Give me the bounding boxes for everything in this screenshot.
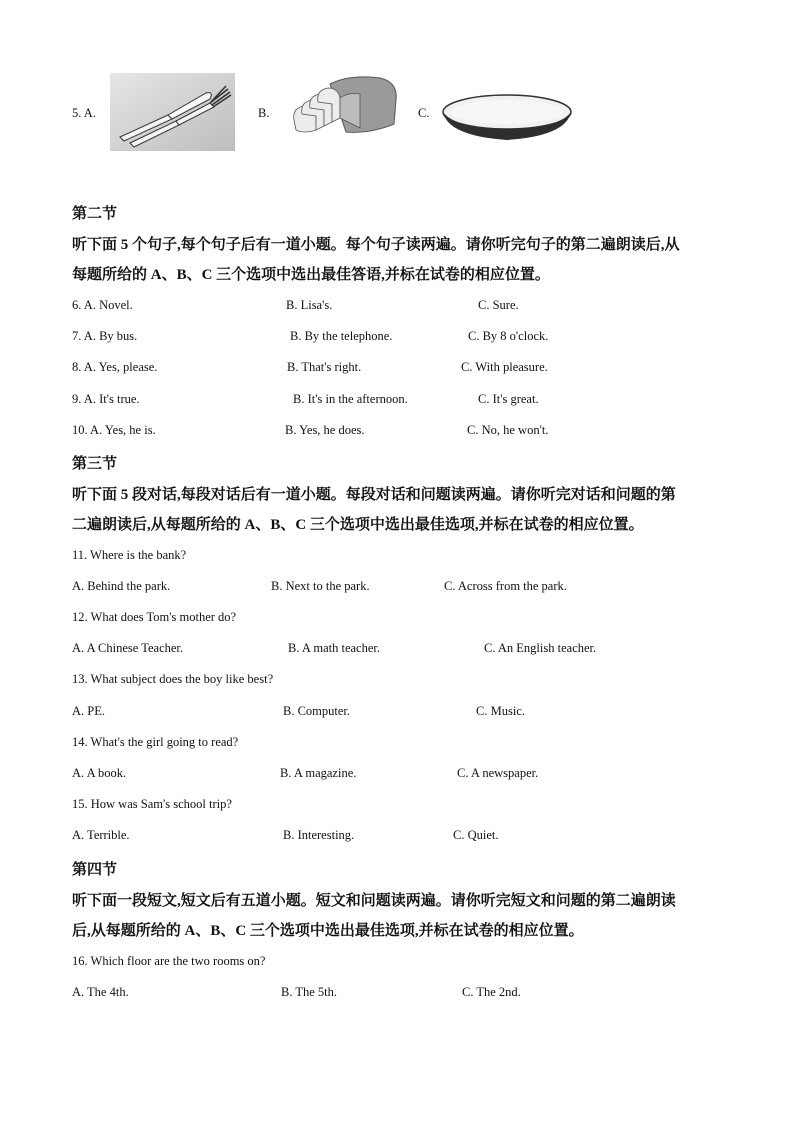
section-4-title: 第四节 (72, 862, 118, 878)
q7-option-c: C. By 8 o'clock. (468, 329, 549, 343)
q5-option-b-label: B. (258, 106, 270, 120)
q11-option-c: C. Across from the park. (444, 579, 567, 593)
q6-option-c: C. Sure. (478, 298, 519, 312)
q12-question: 12. What does Tom's mother do? (72, 610, 237, 624)
plate-image (440, 92, 575, 144)
q16-question: 16. Which floor are the two rooms on? (72, 954, 266, 968)
q7-option-b: B. By the telephone. (290, 329, 393, 343)
q14-option-a: A. A book. (72, 766, 127, 780)
q8-option-c: C. With pleasure. (461, 360, 548, 374)
section-2-title: 第二节 (72, 206, 118, 222)
section-2-instruction-line-1: 听下面 5 个句子,每个句子后有一道小题。每个句子读两遍。请你听完句子的第二遍朗读后,从 (72, 237, 680, 253)
section-2-instruction-line-2: 每题所给的 A、B、C 三个选项中选出最佳答语,并标在试卷的相应位置。 (72, 267, 550, 283)
q6-option-b: B. Lisa's. (286, 298, 333, 312)
q5-option-a-label: 5. A. (72, 106, 96, 120)
q9-option-c: C. It's great. (478, 392, 539, 406)
q11-option-a: A. Behind the park. (72, 579, 171, 593)
q5-option-c-label: C. (418, 106, 430, 120)
section-3-title: 第三节 (72, 456, 118, 472)
knife-and-fork-image (110, 73, 235, 151)
q11-option-b: B. Next to the park. (271, 579, 370, 593)
q7-option-a: 7. A. By bus. (72, 329, 138, 343)
q16-option-c: C. The 2nd. (462, 985, 521, 999)
q11-question: 11. Where is the bank? (72, 548, 187, 562)
section-3-instruction-line-2: 二遍朗读后,从每题所给的 A、B、C 三个选项中选出最佳选项,并标在试卷的相应位置。 (72, 517, 644, 533)
q15-question: 15. How was Sam's school trip? (72, 797, 232, 811)
q10-option-c: C. No, he won't. (467, 423, 549, 437)
q6-option-a: 6. A. Novel. (72, 298, 133, 312)
q14-option-b: B. A magazine. (280, 766, 357, 780)
q12-option-c: C. An English teacher. (484, 641, 597, 655)
q10-option-a: 10. A. Yes, he is. (72, 423, 156, 437)
q8-option-a: 8. A. Yes, please. (72, 360, 158, 374)
q9-option-b: B. It's in the afternoon. (293, 392, 408, 406)
q15-option-b: B. Interesting. (283, 828, 355, 842)
section-4-instruction-line-2: 后,从每题所给的 A、B、C 三个选项中选出最佳选项,并标在试卷的相应位置。 (72, 923, 584, 939)
q13-option-a: A. PE. (72, 704, 105, 718)
q13-question: 13. What subject does the boy like best? (72, 672, 274, 686)
q9-option-a: 9. A. It's true. (72, 392, 140, 406)
sliced-bread-image (290, 72, 400, 140)
q12-option-b: B. A math teacher. (288, 641, 380, 655)
q16-option-a: A. The 4th. (72, 985, 129, 999)
section-3-instruction-line-1: 听下面 5 段对话,每段对话后有一道小题。每段对话和问题读两遍。请你听完对话和问题的第 (72, 487, 676, 503)
q14-question: 14. What's the girl going to read? (72, 735, 239, 749)
section-4-instruction-line-1: 听下面一段短文,短文后有五道小题。短文和问题读两遍。请你听完短文和问题的第二遍朗读 (72, 893, 676, 909)
q8-option-b: B. That's right. (287, 360, 362, 374)
q15-option-a: A. Terrible. (72, 828, 130, 842)
q13-option-c: C. Music. (476, 704, 525, 718)
q15-option-c: C. Quiet. (453, 828, 499, 842)
q13-option-b: B. Computer. (283, 704, 351, 718)
q14-option-c: C. A newspaper. (457, 766, 539, 780)
q16-option-b: B. The 5th. (281, 985, 338, 999)
q12-option-a: A. A Chinese Teacher. (72, 641, 184, 655)
q10-option-b: B. Yes, he does. (285, 423, 365, 437)
